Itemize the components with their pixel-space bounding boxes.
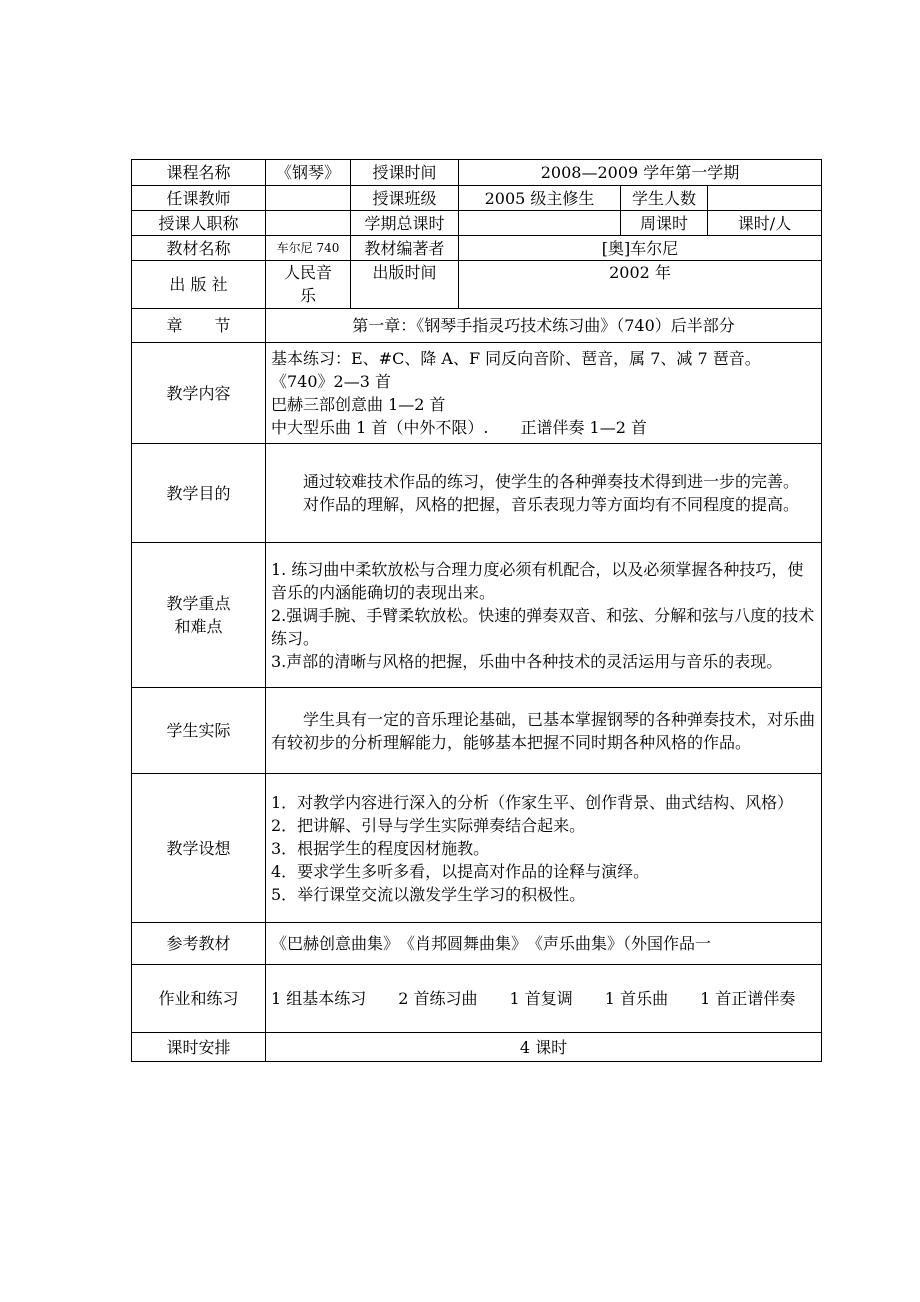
textbook-label: 教材名称 [132,236,266,261]
chapter-label: 章 节 [132,309,266,343]
student-count-value [708,186,822,211]
total-hours-label: 学期总课时 [351,211,459,236]
key-item: 3.声部的清晰与风格的把握，乐曲中各种技术的灵活运用与音乐的表现。 [271,651,783,671]
teacher-title-label: 授课人职称 [132,211,266,236]
class-value: 2005 级主修生 [459,186,621,211]
student-status-label: 学生实际 [132,688,266,774]
goal-value [266,444,822,543]
teacher-value [266,186,351,211]
reference-label: 参考教材 [132,923,266,965]
key-item: 1. 练习曲中柔软放松与合理力度必须有机配合，以及必须掌握各种技巧，使音乐的内涵能确切的表现出来。 [271,559,804,602]
design-item: 4．要求学生多听多看，以提高对作品的诠释与演绎。 [271,861,650,881]
reference-value: 《巴赫创意曲集》 《肖邦圆舞曲集》 《声乐曲集》（外国作品一 [266,923,822,965]
design-item: 3．根据学生的程度因材施教。 [271,838,490,858]
schedule-value: 4 课时 [266,1033,822,1062]
teaching-time-label: 授课时间 [351,160,459,186]
key-difficulty-label [132,543,266,688]
editor-value: [奥]车尔尼 [459,236,822,261]
total-hours-value [459,211,621,236]
goal-paragraph: 通过较难技术作品的练习，使学生的各种弹奏技术得到进一步的完善。 [303,472,800,491]
publisher-value [266,261,351,309]
textbook-value: 车尔尼 740 [266,236,351,261]
key-label-line-2: 和难点 [174,617,223,636]
student-status-text: 学生具有一定的音乐理论基础，已基本掌握钢琴的各种弹奏技术，对乐曲有较初步的分析理解能力，能够基本把握不同时期各种风格的作品。 [271,709,816,752]
weekly-hours-label: 周课时 [621,211,708,236]
editor-label: 教材编著者 [351,236,459,261]
publisher-line-2: 乐 [299,286,316,305]
teaching-time-value: 2008—2009 学年第一学期 [459,160,822,186]
key-difficulty-value [266,543,822,688]
weekly-hours-value: 课时/人 [708,211,822,236]
goal-label: 教学目的 [132,444,266,543]
content-value [266,343,822,444]
goal-paragraph: 对作品的理解，风格的把握，音乐表现力等方面均有不同程度的提高。 [303,495,800,514]
teacher-title-value [266,211,351,236]
content-label: 教学内容 [132,343,266,444]
course-name-value: 《钢琴》 [266,160,351,186]
content-line: 巴赫三部创意曲 1—2 首 [271,395,446,414]
content-line: 《740》2—3 首 [271,372,391,391]
design-item: 1．对教学内容进行深入的分析（作家生平、创作背景、曲式结构、风格） [271,792,794,812]
student-count-label: 学生人数 [621,186,708,211]
design-item: 2．把讲解、引导与学生实际弹奏结合起来。 [271,815,586,835]
teacher-label: 任课教师 [132,186,266,211]
design-item: 5．举行课堂交流以激发学生学习的积极性。 [271,884,586,904]
schedule-label: 课时安排 [132,1033,266,1062]
course-name-label: 课程名称 [132,160,266,186]
publisher-line-1: 人民音 [283,263,332,282]
publisher-label: 出 版 社 [132,261,266,309]
chapter-value: 第一章：《钢琴手指灵巧技术练习曲》（740）后半部分 [266,309,822,343]
student-status-value [266,688,822,774]
key-label-line-1: 教学重点 [166,594,231,613]
design-label: 教学设想 [132,774,266,923]
publish-time-value: 2002 年 [459,261,822,309]
publish-time-label: 出版时间 [351,261,459,309]
homework-value: 1 组基本练习 2 首练习曲 1 首复调 1 首乐曲 1 首正谱伴奏 [266,965,822,1033]
content-line: 中大型乐曲 1 首（中外不限）. 正谱伴奏 1—2 首 [271,418,647,437]
key-item: 2.强调手腕、手臂柔软放松。快速的弹奏双音、和弦、分解和弦与八度的技术练习。 [271,605,815,648]
homework-label: 作业和练习 [132,965,266,1033]
design-value [266,774,822,923]
class-label: 授课班级 [351,186,459,211]
content-line: 基本练习：E、#C、降 A、F 同反向音阶、琶音，属 7、减 7 琶音。 [271,349,761,368]
lesson-plan-table [131,159,822,1062]
